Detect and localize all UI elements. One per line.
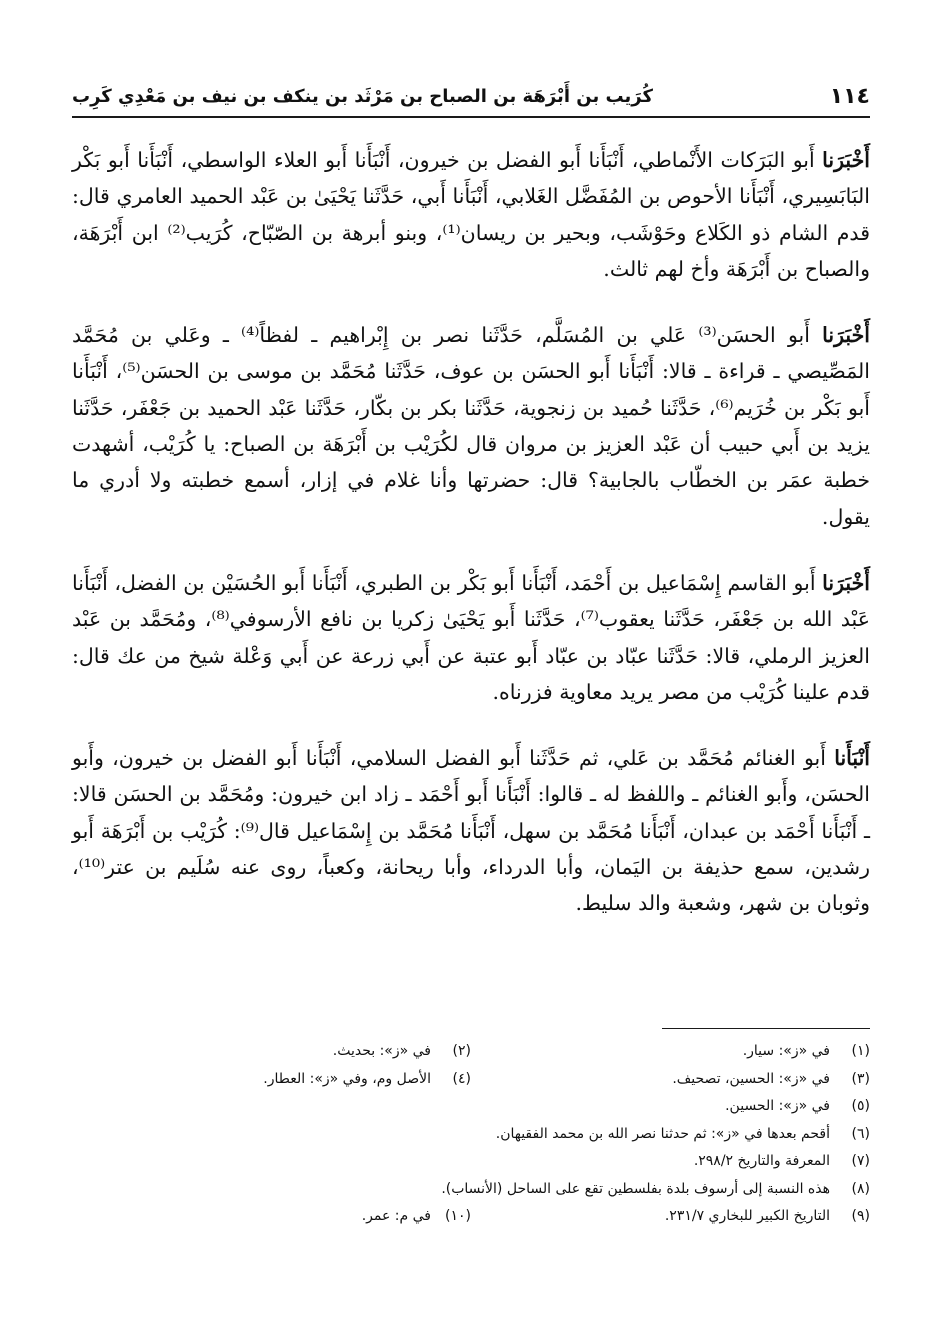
page-header	[72, 76, 870, 118]
footnote-7	[72, 1148, 870, 1176]
footnote-number: (٣)	[851, 1070, 870, 1087]
footnote-4	[72, 1066, 471, 1094]
footnote-text: هذه النسبة إلى أرسوف بلدة بفلسطين تقع على الساحل (الأنساب).	[441, 1180, 830, 1197]
footnote-row	[72, 1066, 870, 1094]
paragraph-4	[72, 740, 870, 921]
footnote-2	[72, 1038, 471, 1066]
page-number: ١١٤	[829, 83, 870, 109]
footnote-9	[471, 1203, 870, 1231]
paragraph-3	[72, 565, 870, 710]
paragraph-lead-word: أَخْبَرَنا	[822, 323, 870, 348]
footnote-8	[72, 1176, 870, 1204]
paragraph-1	[72, 142, 870, 287]
footnote-text: الأصل وم، وفي «ز»: العطار.	[263, 1070, 431, 1087]
footnote-text: أقحم بعدها في «ز»: ثم حدثنا نصر الله بن محمد الفقيهان.	[495, 1125, 830, 1142]
footnote-text: في «ز»: الحسين، تصحيف.	[672, 1070, 830, 1087]
footnote-number: (٥)	[851, 1098, 870, 1114]
footnote-text: في «ز»: سيار.	[742, 1043, 830, 1059]
footnote-5	[72, 1093, 870, 1121]
footnote-row	[72, 1121, 870, 1149]
footnote-number: (٢)	[452, 1043, 471, 1059]
paragraph-text: أَبو القاسم إِسْمَاعيل بن أَحْمَد، أَنْبَأَنا أَبو بَكْر بن الطبري، أَنْبَأَنا أَبو الحُسَيْن بن الفضل، أَنْبَأَنا عَبْد الله بن جَعْفَر، حَدَّثَنا يعقوب⁽⁷⁾، حَدَّثَنا أَبو يَحْيَىٰ زكريا بن نافع الأرسوفي⁽⁸⁾، ومُحَمَّد بن عَبْد العزيز الرملي، قالا: حَدَّثَنا عبّاد بن عبّاد أَبو عتبة عن أَبي زرعة عن أَبي وَعْلة شيخ من عك قال: قدم علينا كُرَيْب من مصر يريد معاوية فزرناه.	[72, 570, 870, 704]
footnote-row	[72, 1148, 870, 1176]
footnote-number: (١)	[851, 1043, 870, 1059]
running-title: كُرَيب بن أَبْرَهَة بن الصباح بن مَرْثَد بن ينكف بن نيف بن مَعْدِي كَرِب	[72, 85, 653, 107]
footnote-text: المعرفة والتاريخ ٢٩٨/٢.	[693, 1153, 830, 1169]
footnote-number: (٨)	[851, 1180, 870, 1197]
footnote-row	[72, 1093, 870, 1121]
footnote-number: (٧)	[851, 1153, 870, 1169]
paragraph-text: أَبو الحسَن⁽³⁾ عَلي بن المُسَلَّم، حَدَّثَنا نصر بن إِبْراهيم ـ لفظاً⁽⁴⁾ ـ وعَلي بن مُحَمَّد المَصِّيصي ـ قراءة ـ قالا: أَنْبَأَنا أَبو الحسَن بن عوف، حَدَّثَنا مُحَمَّد بن موسى بن الحسَن⁽⁵⁾، أَنْبَأَنا أَبو بَكْر بن خُرَيم⁽⁶⁾، حَدَّثَنا حُميد بن زنجوية، حَدَّثَنا بكر بن بكّار، حَدَّثَنا عَبْد الحميد بن جَعْفَر، حَدَّثَنا يزيد بن أَبي حبيب أن عَبْد العزيز بن مروان قال لكُرَيْب بن أَبْرَهَة بن الصباح: يا كُرَيْب، أشهدت خطبة عمَر بن الخطّاب بالجابية؟ قال: حضرتها وأنا غلام في إزار، أسمع خطبته ولا أدري ما يقول.	[72, 323, 871, 529]
book-page	[72, 0, 870, 1338]
footnote-divider	[662, 1028, 870, 1029]
footnote-text: في «ز»: الحسين.	[725, 1098, 830, 1114]
paragraph-text: أَبو البَرَكات الأَنْماطي، أَنْبَأَنا أَبو الفضل بن خيرون، أَنْبَأَنا أَبو العلاء الواسطي، أَنْبَأَنا أَبو بَكْر البَابَسِيري، أَنْبَأَنا الأحوص بن المُفَضَّل الغَلابي، أَنْبَأَنا أَبي، حَدَّثَنا يَحْيَىٰ بن عَبْد الحميد العامري قال: قدم الشام ذو الكَلاع وحَوْشَب، وبحير بن ريسان⁽¹⁾، وبنو أبرهة بن الصّبّاح، كُرَيب⁽²⁾ ابن أَبْرَهَة، والصباح بن أَبْرَهَة وأخ لهم ثالث.	[72, 148, 870, 281]
paragraph-lead-word: أَنْبَأَنا	[834, 746, 870, 771]
paragraph-lead-word: أَخْبَرَنا	[822, 570, 870, 595]
footnote-row	[72, 1203, 870, 1231]
footnote-number: (٩)	[851, 1208, 870, 1224]
paragraph-2	[72, 317, 870, 535]
footnote-number: (٤)	[452, 1070, 471, 1087]
footnote-6	[72, 1121, 870, 1149]
footnote-number: (١٠)	[445, 1208, 471, 1224]
footnote-3	[471, 1066, 870, 1094]
footnote-text: التاريخ الكبير للبخاري ٢٣١/٧.	[664, 1208, 830, 1224]
paragraph-text: أَبو الغنائم مُحَمَّد بن عَلي، ثم حَدَّثَنا أَبو الفضل السلامي، أَنْبَأَنا أَبو الفضل بن خيرون، وأَبو الحسَن، وأَبو الغنائم ـ واللفظ له ـ قالوا: أَنْبَأَنا أَبو أَحْمَد ـ زاد ابن خيرون: ومُحَمَّد بن الحسَن قالا: ـ أَنْبَأَنا أَحْمَد بن عبدان، أَنْبَأَنا مُحَمَّد بن سهل، أَنْبَأَنا مُحَمَّد بن إِسْمَاعيل قال⁽⁹⁾: كُرَيْب بن أَبْرَهَة أَبو رشدين، سمع حذيفة بن اليَمان، وأبا الدرداء، وأبا ريحانة، وكعباً، روى عنه سُلَيم بن عتر⁽¹⁰⁾، وثوبان بن شهر، وشعبة والد سليط.	[72, 746, 870, 916]
footnote-1	[471, 1038, 870, 1066]
main-text	[72, 142, 870, 922]
footnote-text: في «ز»: بحديث.	[332, 1043, 431, 1059]
footnote-10	[72, 1203, 471, 1231]
footnote-row	[72, 1038, 870, 1066]
paragraph-lead-word: أَخْبَرَنا	[822, 148, 870, 172]
footnotes	[72, 1038, 870, 1231]
footnote-text: في م: عمر.	[361, 1208, 431, 1224]
footnote-row	[72, 1176, 870, 1204]
footnote-number: (٦)	[851, 1125, 870, 1142]
